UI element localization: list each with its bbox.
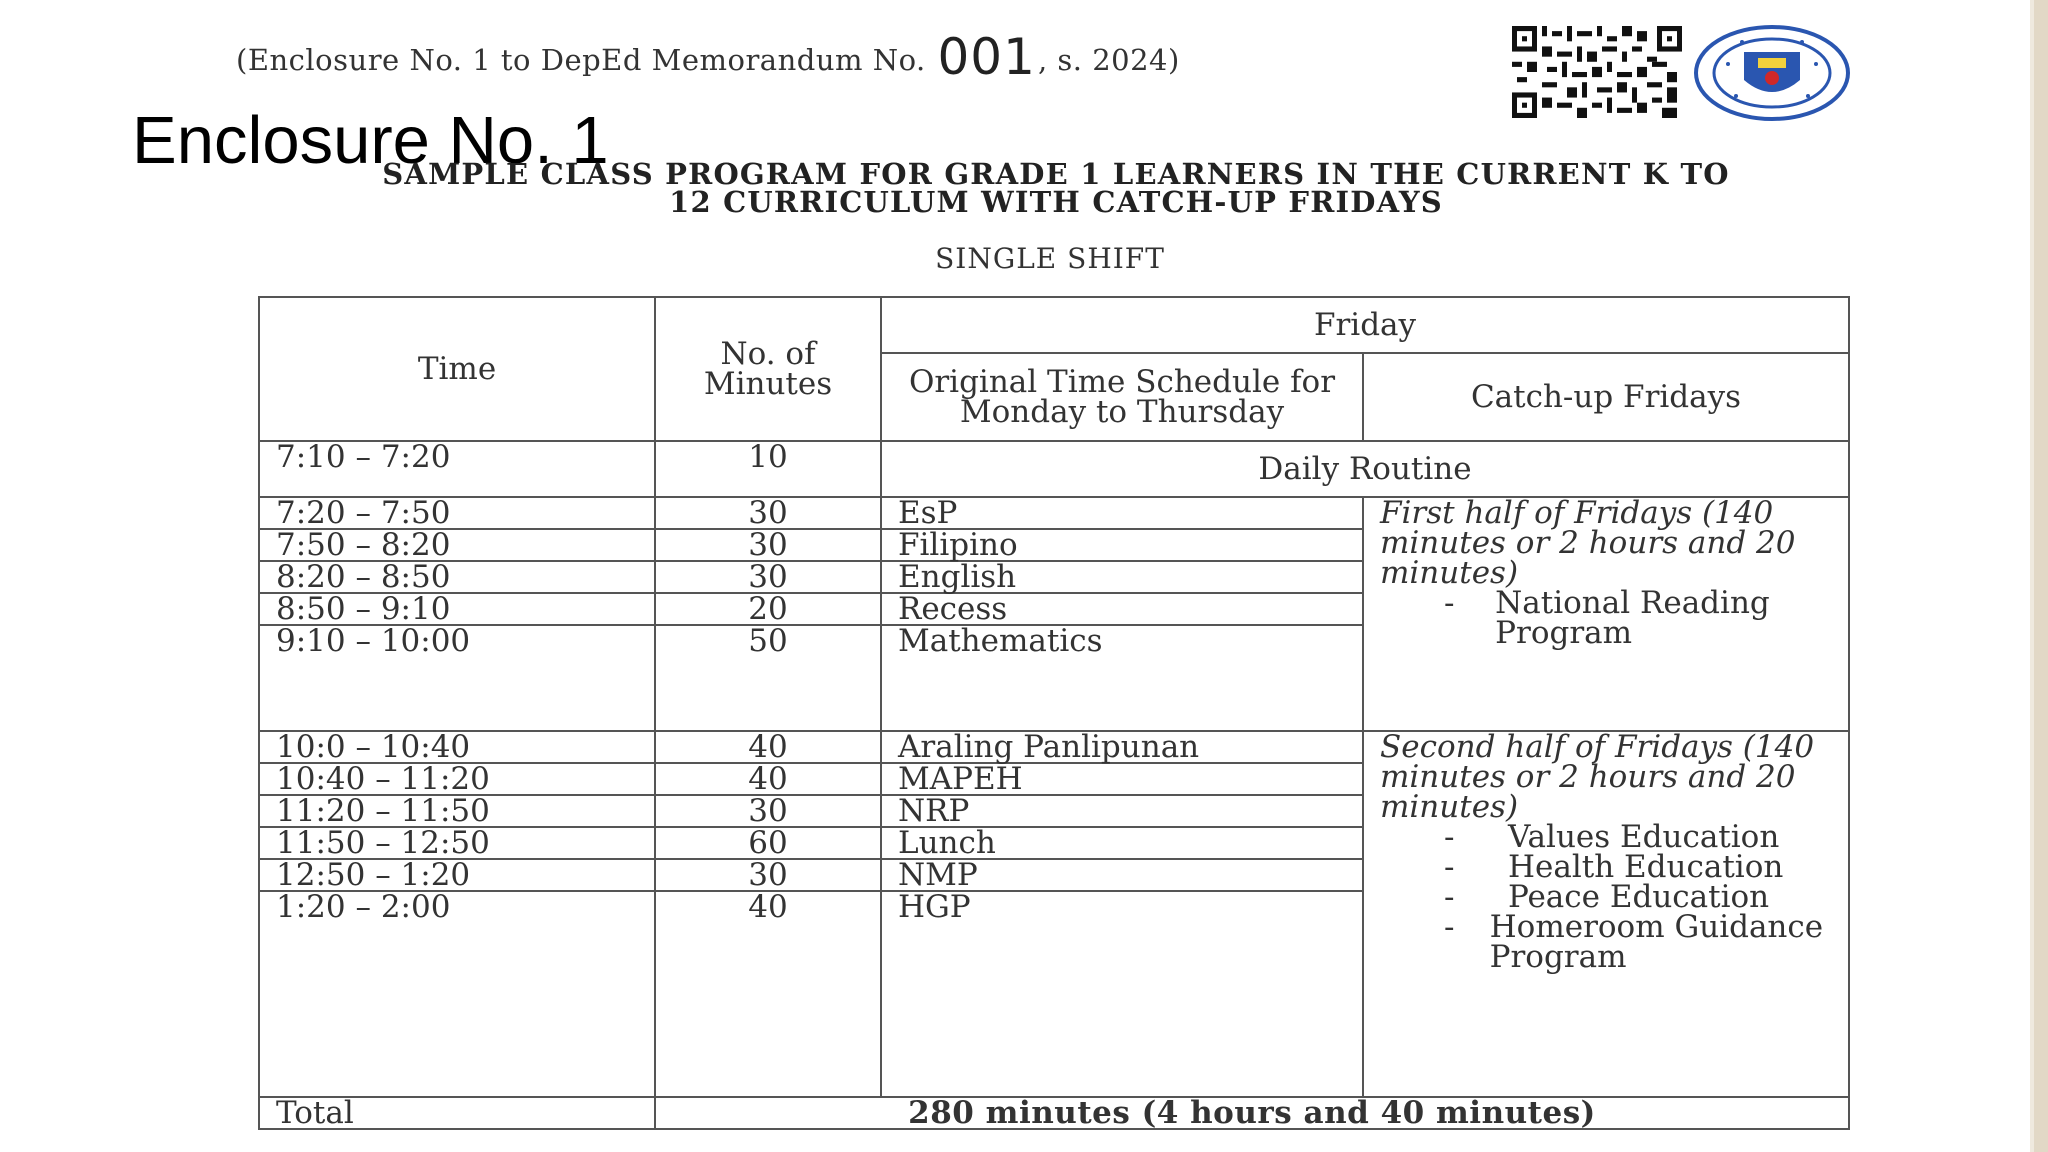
subject-cell: MAPEH	[881, 763, 1363, 795]
catchup-second-item	[1380, 849, 1832, 885]
shift-label: SINGLE SHIFT	[935, 242, 1165, 275]
minutes-cell: 30	[655, 795, 881, 827]
catchup-first-half-cell	[1363, 497, 1849, 731]
table-row	[259, 731, 1849, 763]
document-title-line-2: 12 CURRICULUM WITH CATCH-UP FRIDAYS	[669, 185, 1443, 219]
minutes-cell: 30	[655, 561, 881, 593]
time-cell: 8:20 – 8:50	[259, 561, 655, 593]
catchup-second-item	[1380, 819, 1832, 855]
catchup-item-text: Homeroom Guidance Program	[1489, 909, 1824, 975]
table-row	[259, 441, 1849, 497]
total-value: 280 minutes (4 hours and 40 minutes)	[655, 1097, 1849, 1129]
table-row	[259, 497, 1849, 529]
minutes-cell: 30	[655, 497, 881, 529]
subject-cell: HGP	[881, 891, 1363, 1097]
bullet-dash: -	[1444, 909, 1455, 945]
subject-cell: Lunch	[881, 827, 1363, 859]
header-original-schedule: Original Time Schedule for Monday to Thursday	[881, 353, 1363, 441]
time-cell: 7:50 – 8:20	[259, 529, 655, 561]
time-cell: 10:40 – 11:20	[259, 763, 655, 795]
bullet-dash: -	[1444, 585, 1455, 621]
time-cell: 10:0 – 10:40	[259, 731, 655, 763]
bullet-dash: -	[1444, 879, 1455, 915]
bullet-dash: -	[1444, 849, 1455, 885]
catchup-item-text: Peace Education	[1508, 879, 1770, 915]
subject-cell: Filipino	[881, 529, 1363, 561]
time-cell: 12:50 – 1:20	[259, 859, 655, 891]
minutes-cell: 40	[655, 763, 881, 795]
minutes-cell: 40	[655, 731, 881, 763]
header-time: Time	[259, 297, 655, 441]
time-cell: 7:20 – 7:50	[259, 497, 655, 529]
catchup-second-half-cell	[1363, 731, 1849, 1097]
minutes-cell: 50	[655, 625, 881, 731]
class-program-table	[258, 296, 1850, 1130]
deped-seal-icon	[1692, 24, 1852, 122]
enclosure-suffix: , s. 2024)	[1037, 43, 1180, 77]
subject-cell: Recess	[881, 593, 1363, 625]
total-label: Total	[259, 1097, 655, 1129]
qr-code-icon	[1512, 26, 1682, 118]
daily-routine-cell: Daily Routine	[881, 441, 1849, 497]
minutes-cell: 40	[655, 891, 881, 1097]
minutes-cell: 30	[655, 529, 881, 561]
subject-cell: EsP	[881, 497, 1363, 529]
minutes-cell: 20	[655, 593, 881, 625]
time-cell: 1:20 – 2:00	[259, 891, 655, 1097]
memo-number: 001	[937, 28, 1036, 86]
header-minutes: No. of Minutes	[655, 297, 881, 441]
minutes-cell: 60	[655, 827, 881, 859]
header-row	[259, 297, 1849, 353]
header-friday: Friday	[881, 297, 1849, 353]
subject-cell: Araling Panlipunan	[881, 731, 1363, 763]
document-title-line-1: SAMPLE CLASS PROGRAM FOR GRADE 1 LEARNERS IN THE CURRENT K TO	[382, 157, 1730, 191]
catchup-item-text: Health Education	[1508, 849, 1784, 885]
catchup-second-item	[1380, 879, 1832, 915]
slide-title: Enclosure No. 1	[132, 103, 609, 178]
time-cell: 7:10 – 7:20	[259, 441, 655, 497]
catchup-first-item	[1380, 585, 1832, 651]
time-cell: 8:50 – 9:10	[259, 593, 655, 625]
catchup-item-text: National Reading Program	[1495, 585, 1770, 651]
minutes-cell: 30	[655, 859, 881, 891]
catchup-item-text: Values Education	[1508, 819, 1780, 855]
subject-cell: Mathematics	[881, 625, 1363, 731]
subject-cell: NMP	[881, 859, 1363, 891]
enclosure-reference	[236, 28, 1180, 86]
subject-cell: NRP	[881, 795, 1363, 827]
catchup-second-half-title: Second half of Fridays (140 minutes or 2 hours and 20 minutes)	[1380, 729, 1815, 825]
document-title	[246, 157, 1866, 219]
subject-cell: English	[881, 561, 1363, 593]
time-cell: 11:20 – 11:50	[259, 795, 655, 827]
header-catchup-fridays: Catch-up Fridays	[1363, 353, 1849, 441]
minutes-cell: 10	[655, 441, 881, 497]
total-row	[259, 1097, 1849, 1129]
catchup-first-half-title: First half of Fridays (140 minutes or 2 hours and 20 minutes)	[1380, 495, 1796, 591]
enclosure-prefix: (Enclosure No. 1 to DepEd Memorandum No.	[236, 43, 926, 77]
time-cell: 11:50 – 12:50	[259, 827, 655, 859]
catchup-second-item	[1380, 909, 1832, 975]
time-cell: 9:10 – 10:00	[259, 625, 655, 731]
page-edge	[2034, 0, 2048, 1152]
bullet-dash: -	[1444, 819, 1455, 855]
